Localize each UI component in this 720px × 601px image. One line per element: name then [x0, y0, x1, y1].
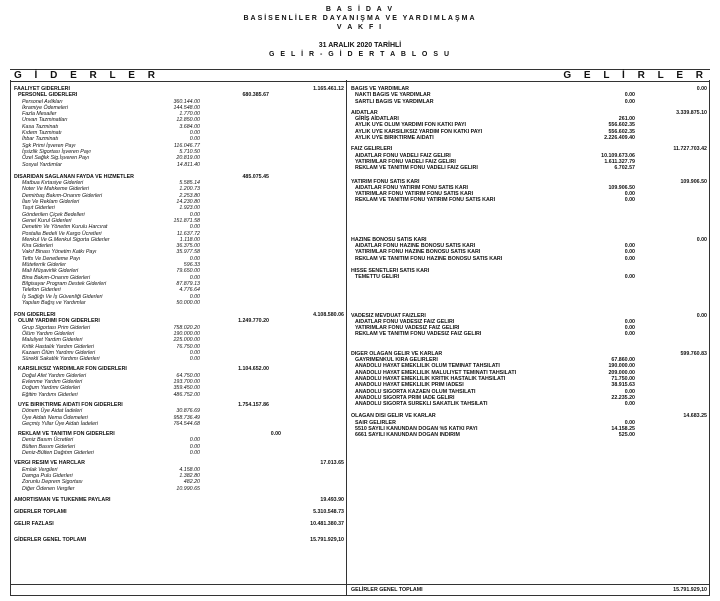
report-subtitle: G E L İ R - G İ D E R T A B L O S U — [268, 51, 451, 58]
expense-item-label: Mali Müşavirlik Giderleri — [22, 268, 79, 275]
expense-item-label: Matbua Kırtasiye Giderleri — [22, 180, 84, 187]
expense-item-label: Evlenme Yardım Giderleri — [22, 379, 83, 386]
expense-item-label: Tefts Ve Denetleme Payı — [22, 255, 81, 262]
expense-item-value: 0.00 — [189, 255, 200, 262]
expense-item-value: 144.548.00 — [173, 104, 200, 111]
expense-item-label: Taşıt Giderleri — [22, 205, 55, 212]
expense-item-value: 10.990.65 — [176, 485, 200, 492]
diger-header-value: 599.760.83 — [680, 350, 707, 357]
giderler-genel-toplam-row-label: GİDERLER GENEL TOPLAMI — [14, 536, 87, 543]
expense-item-value: 20.819.00 — [176, 155, 200, 162]
expense-item-value: 1.923.00 — [179, 205, 200, 212]
amortisman-row-label: AMORTISMAN VE TUKENME PAYLARI — [14, 496, 111, 503]
expense-item-label: Unvan Tazminatları — [22, 117, 68, 124]
giderler-toplami-row-value: 5.310.548.73 — [313, 509, 344, 516]
expense-item — [14, 300, 344, 306]
expense-item-label: Kıdem Tazminatı — [22, 130, 62, 137]
expense-item-label: Genel Kurul Giderleri — [22, 217, 72, 224]
expense-item-value: 0.00 — [189, 224, 200, 231]
yatirim-item — [351, 197, 707, 203]
expense-item-value: 4.776.64 — [179, 287, 200, 294]
diger-item-label: ANADOLU SIGORTA PRIM IADE GELIRI — [355, 394, 455, 401]
giderler-toplami-row-label: GIDERLER TOPLAMI — [14, 509, 67, 516]
expense-item-label: Sgk Primi İşveren Payı — [22, 142, 76, 149]
olagandisi-item-label: 6661 SAYILI KANUNDAN DOGAN INDIRIM — [355, 432, 460, 439]
giderler-column — [14, 86, 344, 543]
expense-item — [14, 450, 344, 456]
gelir-fazlasi-row-label: GELIR FAZLASI — [14, 521, 54, 528]
column-divider — [346, 80, 347, 596]
expense-item — [14, 162, 344, 168]
expense-item-label: Diğer Ödenen Vergiler — [22, 485, 75, 492]
vadesiz-header-label: VADESIZ MEVDUAT FAIZLERI — [351, 312, 426, 319]
vadesiz-item-label: AIDATLAR FONU VADESIZ FAIZ GELIRI — [355, 318, 455, 325]
expense-item-value: 64.750.00 — [176, 372, 200, 379]
expense-item-label: Personel Avlikları — [22, 98, 63, 105]
expense-item-label: Postalia Bedeli Ve Kargo Ücretleri — [22, 230, 102, 237]
expense-item-value: 36.375.00 — [176, 243, 200, 250]
gelir-fazlasi-row-value: 10.481.380.37 — [310, 521, 344, 528]
bagis-item-label: NAKTI BAGIS VE YARDIMLAR — [355, 92, 431, 99]
faiz-item-label: YATIRIMLAR FONU VADELI FAIZ GELIRI — [355, 158, 456, 165]
expense-item-value: 5.585.14 — [179, 180, 200, 187]
expense-item-label: Özel Sağlık Sig.İşveren Payı — [22, 155, 90, 162]
olagandisi-item-label: SAIR GELIRLER — [355, 419, 396, 426]
expense-item-value: 0.00 — [189, 274, 200, 281]
diger-item-label: ANADOLU HAYAT EMEKLILIK KRITIK HASTALIK TAHSILATI — [355, 375, 506, 382]
expense-item-value: 76.750.00 — [176, 343, 200, 350]
expense-item-value: 486.752.00 — [173, 391, 200, 398]
aidat-item — [351, 135, 707, 141]
yatirim-item-value: 109.906.50 — [608, 184, 635, 191]
faaliyet-header-label: FAALIYET GIDERLERI — [14, 86, 70, 92]
diger-header-label: DIGER OLAGAN GELIR VE KARLAR — [351, 350, 443, 357]
org-name-line1: B A S İ D A V — [325, 6, 395, 13]
expense-item-value: 193.700.00 — [173, 379, 200, 386]
expense-item-label: Geçmiş Yıllar Üye Aidatı İadeleri — [22, 420, 98, 427]
expense-item-value: 14.811.40 — [176, 161, 200, 168]
expense-item-value: 0.00 — [189, 443, 200, 450]
expense-item-label: Demirbaş Bakım-Onarım Giderleri — [22, 192, 103, 199]
hisse-item-value: 0.00 — [624, 274, 635, 281]
expense-item-label: Sosyal Yardımlar — [22, 161, 62, 168]
expense-item-value: 764.544.68 — [173, 420, 200, 427]
reklam-header-value: 0.00 — [270, 431, 281, 438]
hisse-item-label: TEMETTU GELIRI — [355, 274, 400, 281]
aidat-item-label: AYLIK UYE OLUM YARDIMI FON KATKI PAYI — [355, 122, 466, 129]
vadesiz-item-value: 0.00 — [624, 325, 635, 332]
olagandisi-header-value: 14.683.25 — [683, 413, 707, 420]
aidat-item-label: GİRİŞ AİDATLARI — [355, 116, 399, 123]
expense-item-value: 1.200.73 — [179, 186, 200, 193]
hazine-header-label: HAZINE BONOSU SATIS KARI — [351, 236, 427, 243]
expense-item-label: Müteferrik Giderler — [22, 262, 66, 269]
expense-item-label: İşsizlik Sigortası İşveren Payı — [22, 148, 91, 155]
faiz-item-label: REKLAM VE TANITIM FONU VADELI FAIZ GELIRI — [355, 165, 478, 172]
gelirler-genel-toplam-wrap — [351, 587, 707, 593]
hazine-item-label: YATIRIMLAR FONU HAZINE BONOSU SATIS KARI — [355, 249, 481, 256]
hazine-item-label: REKLAM VE TANITIM FONU HAZINE BONOSU SATIS KARI — [355, 255, 503, 262]
diger-item-value: 0.00 — [624, 388, 635, 395]
gelirler-genel-toplam-row — [351, 587, 707, 593]
expense-item-label: Bina Bakım-Onarım Giderleri — [22, 274, 90, 281]
faaliyet-header-value: 1.165.461.12 — [313, 86, 344, 92]
olagandisi-item-value: 525.00 — [618, 432, 635, 439]
aidat-item-value: 261.00 — [618, 116, 635, 123]
giderler-heading: G İ D E R L E R — [14, 70, 160, 81]
expense-item-label: Fazla Mesailer — [22, 111, 57, 118]
expense-item-value: 1.118.00 — [179, 236, 200, 243]
expense-item-label: Maluliyet Yardım Giderleri — [22, 337, 83, 344]
aidat-item-value: 556.602.35 — [608, 128, 635, 135]
faiz-item-label: AIDATLAR FONU VADELI FAIZ GELIRI — [355, 152, 451, 159]
expense-item-label: Gönderilen Çiçek Bedelleri — [22, 211, 85, 218]
vergi-header-value: 17.013.65 — [320, 460, 344, 467]
aidat-header-value: 3.339.875.10 — [676, 109, 707, 116]
expense-item-label: İhbar Tazminatı — [22, 136, 59, 143]
bagis-item-value: 0.00 — [624, 92, 635, 99]
personel-header-value: 680.385.67 — [242, 92, 269, 99]
border-right — [709, 80, 710, 596]
olagandisi-header-label: OLAGAN DISI GELIR VE KARLAR — [351, 413, 436, 420]
expense-item — [14, 356, 344, 362]
expense-item-label: İkramiye Ödemeleri — [22, 104, 68, 111]
expense-item-label: Noter Ve Mahkeme Giderleri — [22, 186, 89, 193]
bagis-item — [351, 99, 707, 105]
diger-item-value: 190.000.00 — [608, 363, 635, 370]
amortisman-row — [14, 497, 344, 503]
aidat-item-label: AYLIK UYE KARSILIKSIZ YARDIM FON KATKI PAYI — [355, 128, 483, 135]
vadesiz-item-value: 0.00 — [624, 318, 635, 325]
expense-item-label: Deniz-Bülten Dağıtım Giderleri — [22, 450, 94, 457]
bagis-item-label: SARTLI BAGIS VE YARDIMLAR — [355, 98, 434, 105]
giderler-genel-toplam-row — [14, 537, 344, 543]
expense-item-label: Grup Sigortası Prim Giderleri — [22, 324, 90, 331]
expense-item — [14, 421, 344, 427]
expense-item-value: 1.770.00 — [179, 111, 200, 118]
hazine-item-label: AIDATLAR FONU HAZINE BONOSU SATIS KARI — [355, 243, 476, 250]
aidat-item-value: 2.226.409.40 — [604, 135, 635, 142]
vadesiz-item — [351, 331, 707, 337]
expense-item-label: Ölüm Yardım Giderleri — [22, 330, 75, 337]
expense-item-label: Dönem Üye Aidat İadeleri — [22, 408, 83, 415]
olum-header-value: 1.249.770.20 — [238, 318, 269, 325]
expense-item-value: 0.00 — [189, 211, 200, 218]
birikim-header-label: UYE BIRIKTIRME AIDATI FON GIDERLERI — [18, 401, 123, 408]
faiz-header-value: 11.727.703.42 — [673, 146, 707, 153]
diger-item-label: GAYRIMENKUL KIRA GELIRLERI — [355, 357, 438, 364]
expense-item-value: 0.00 — [189, 356, 200, 363]
karsiliksiz-header-value: 1.104.652.00 — [238, 366, 269, 373]
personel-header-label: PERSONEL GIDERLERI — [18, 92, 78, 99]
expense-item-label: Emlak Vergileri — [22, 466, 58, 473]
diger-item-label: ANADOLU HAYAT EMEKLILIK OLUM TEMINAT TAHSILATI — [355, 363, 500, 370]
expense-item-value: 0.00 — [189, 293, 200, 300]
yatirim-item-label: AIDATLAR FONU YATIRIM FONU SATIS KARI — [355, 184, 468, 191]
hazine-item-value: 0.00 — [624, 255, 635, 262]
expense-item-label: Menkul Ve G.Menkul Sigorta Giderler — [22, 236, 110, 243]
gelir-fazlasi-row — [14, 521, 344, 527]
diger-item-value: 38.915.63 — [611, 382, 635, 389]
section-banner — [10, 69, 710, 82]
gelirler-genel-toplam-row-label: GELİRLER GENEL TOPLAMI — [351, 587, 423, 593]
gelirler-column — [351, 86, 707, 593]
expense-item-label: Kira Giderleri — [22, 243, 53, 250]
hazine-item — [351, 256, 707, 262]
diger-item-value: 22.235.20 — [611, 394, 635, 401]
expense-item-value: 79.650.00 — [176, 268, 200, 275]
hazine-item-value: 0.00 — [624, 249, 635, 256]
expense-item-value: 5.710.50 — [179, 148, 200, 155]
expense-item-label: Zorunlu Deprem Sigortası — [22, 479, 83, 486]
expense-item-label: Bülten Basım Giderleri — [22, 443, 75, 450]
expense-item-value: 0.00 — [189, 130, 200, 137]
expense-item-label: Üye Aidatı Nema Ödemeleri — [22, 414, 88, 421]
expense-item-value: 35.977.58 — [176, 249, 200, 256]
expense-item-label: İlan Ve Reklam Giderleri — [22, 199, 80, 206]
expense-item-label: Damga Pulu Giderleri — [22, 472, 73, 479]
faiz-item — [351, 165, 707, 171]
expense-item-value: 4.158.00 — [179, 466, 200, 473]
expense-item-value: 482.20 — [183, 479, 200, 486]
vadesiz-item-value: 0.00 — [624, 331, 635, 338]
expense-item-value: 0.00 — [189, 450, 200, 457]
expense-item-value: 359.450.00 — [173, 385, 200, 392]
gelirler-genel-toplam-row-value: 15.791.929,10 — [673, 587, 707, 593]
giderler-toplami-row — [14, 509, 344, 515]
total-line-top — [10, 584, 710, 585]
yatirim-item-label: REKLAM VE TANITIM FONU YATIRIM FONU SATIS KARI — [355, 197, 496, 204]
expense-item-label: Deniz Basım Ücretleri — [22, 437, 74, 444]
disaridan-header-value: 485.075.45 — [242, 173, 269, 180]
expense-item-label: İş Sağlığı Ve İş Güvenliği Giderleri — [22, 293, 103, 300]
diger-item-label: ANADOLU SIGORTA KAZAEN OLUM TAHSILATI — [355, 388, 476, 395]
diger-item-value: 209.000.00 — [608, 369, 635, 376]
expense-item-value: 116.046.77 — [173, 142, 200, 149]
olum-header-label: OLUM YARDIMI FON GIDERLERI — [18, 318, 100, 325]
border-left — [10, 80, 11, 596]
expense-item-label: Denetim Ve Yönetim Kurulu Harcırat — [22, 224, 108, 231]
birikim-header-value: 1.754.157.86 — [238, 401, 269, 408]
faiz-item-value: 1.611.327.79 — [604, 158, 635, 165]
expense-item-label: Vakıf Binası Yönetim Katkı Payı — [22, 249, 97, 256]
karsiliksiz-header-label: KARSILIKSIZ YARDIMLAR FON GIDERLERI — [18, 366, 127, 373]
expense-item-value: 14.230.80 — [176, 199, 200, 206]
expense-item-value: 596.33 — [183, 262, 200, 269]
yatirim-header-value: 109.906.50 — [680, 178, 707, 185]
expense-item-label: Sürekli Sakatlık Yardımı Giderleri — [22, 356, 100, 363]
expense-item-value: 360.144.00 — [173, 98, 200, 105]
expense-item-value: 190.000.00 — [173, 330, 200, 337]
diger-item-label: ANADOLU SIGORTA SUREKLI SAKATLIK TAHSILATI — [355, 401, 488, 408]
expense-item-value: 0.00 — [189, 349, 200, 356]
aidat-item-value: 556.602.35 — [608, 122, 635, 129]
org-name-line2: BASİSENLİLER DAYANIŞMA VE YARDIMLAŞMA — [243, 15, 477, 22]
expense-item-label: Kritik Hastalık Yardım Giderleri — [22, 343, 94, 350]
expense-item — [14, 392, 344, 398]
expense-item-label: Bilgisayar Program Destek Giderleri — [22, 280, 107, 287]
expense-item-label: Yapılan Bağış ve Yardımlar — [22, 299, 86, 306]
expense-item — [14, 486, 344, 492]
expense-item-value: 30.876.69 — [176, 408, 200, 415]
yatirim-header-label: YATIRIM FONU SATIS KARI — [351, 178, 420, 185]
expense-item-label: Doğal Afet Yardım Giderleri — [22, 372, 87, 379]
expense-item-value: 2.253.80 — [179, 192, 200, 199]
hazine-item-value: 0.00 — [624, 243, 635, 250]
expense-item-value: 11.637.72 — [176, 230, 200, 237]
diger-item-label: ANADOLU HAYAT EMEKLILIK MALULIYET TEMINATI TAHSILATI — [355, 369, 517, 376]
olagandisi-item-value: 14.158.25 — [611, 425, 635, 432]
expense-item-value: 50.000.00 — [176, 299, 200, 306]
fon-header-label: FON GIDERLERI — [14, 312, 56, 319]
expense-item-value: 758.020.20 — [173, 324, 200, 331]
diger-item-label: ANADOLU HAYAT EMEKLILIK PRIM IADESI — [355, 382, 464, 389]
expense-item-value: 3.684.00 — [179, 123, 200, 130]
expense-item-value: 151.871.58 — [173, 217, 200, 224]
vadesiz-item-label: YATIRIMLAR FONU VADESIZ FAIZ GELIRI — [355, 325, 460, 332]
bagis-header-label: BAGIS VE YARDIMLAR — [351, 86, 409, 92]
expense-item-value: 0.00 — [189, 437, 200, 444]
expense-item-label: Telefon Giderleri — [22, 287, 61, 294]
expense-item-value: 87.879.13 — [176, 280, 200, 287]
olagandisi-item-label: 5510 SAYILI KANUNDAN DOGAN %5 KATKI PAYI — [355, 425, 478, 432]
amortisman-row-value: 19.493.90 — [320, 496, 344, 503]
olagandisi-item — [351, 432, 707, 438]
reklam-header-label: REKLAM VE TANITIM FON GIDERLERI — [18, 431, 115, 438]
diger-item-value: 71.750.00 — [611, 375, 635, 382]
expense-item-value: 225.000.00 — [173, 337, 200, 344]
expense-item-label: Kazaen Ölüm Yardımı Giderleri — [22, 349, 96, 356]
expense-item-label: Kasa Tazminatı — [22, 123, 59, 130]
bagis-header-value: 0.00 — [696, 86, 707, 92]
total-line-bottom — [10, 595, 710, 596]
yatirim-item-label: YATIRIMLAR FONU YATIRIM FONU SATIS KARI — [355, 191, 474, 198]
vadesiz-item-label: REKLAM VE TANITIM FONU VADESIZ FAIZ GELIRI — [355, 331, 482, 338]
faiz-header-label: FAIZ GELIRLERI — [351, 146, 393, 153]
diger-item-value: 0.00 — [624, 401, 635, 408]
expense-item-value: 1.382.80 — [179, 472, 200, 479]
report-date: 31 ARALIK 2020 TARİHLİ — [318, 42, 402, 49]
expense-item-value: 12.850.00 — [176, 117, 200, 124]
vadesiz-header-value: 0.00 — [696, 312, 707, 319]
org-name-line3: V A K F I — [336, 24, 384, 31]
hisse-item — [351, 274, 707, 280]
aidat-item-label: AYLIK UYE BIRIKTIRME AIDATI — [355, 135, 434, 142]
bagis-item-value: 0.00 — [624, 98, 635, 105]
expense-item-label: Eğitim Yardımı Giderleri — [22, 391, 78, 398]
giderler-genel-toplam-row-value: 15.791.929,10 — [310, 536, 344, 543]
vergi-header-label: VERGI RESIM VE HARCLAR — [14, 460, 85, 467]
diger-item-value: 67.860.00 — [611, 357, 635, 364]
faiz-item-value: 10.109.673.06 — [601, 152, 635, 159]
faiz-item-value: 6.702.57 — [614, 165, 635, 172]
hazine-header-value: 0.00 — [696, 236, 707, 243]
diger-item — [351, 401, 707, 407]
aidat-header-label: AIDATLAR — [351, 109, 378, 116]
expense-item-value: 958.736.49 — [173, 414, 200, 421]
olagandisi-item-value: 0.00 — [624, 419, 635, 426]
yatirim-item-value: 0.00 — [624, 191, 635, 198]
expense-item-value: 0.00 — [189, 136, 200, 143]
expense-item-label: Doğum Yardımı Giderleri — [22, 385, 81, 392]
disaridan-header-label: DISARIDAN SAGLANAN FAYDA VE HIZMETLER — [14, 173, 134, 180]
yatirim-item-value: 0.00 — [624, 197, 635, 204]
fon-header-value: 4.108.580.06 — [313, 312, 344, 319]
hisse-header-label: HISSE SENETLERI SATIS KARI — [351, 267, 430, 274]
gelirler-heading: G E L İ R L E R — [563, 70, 708, 81]
